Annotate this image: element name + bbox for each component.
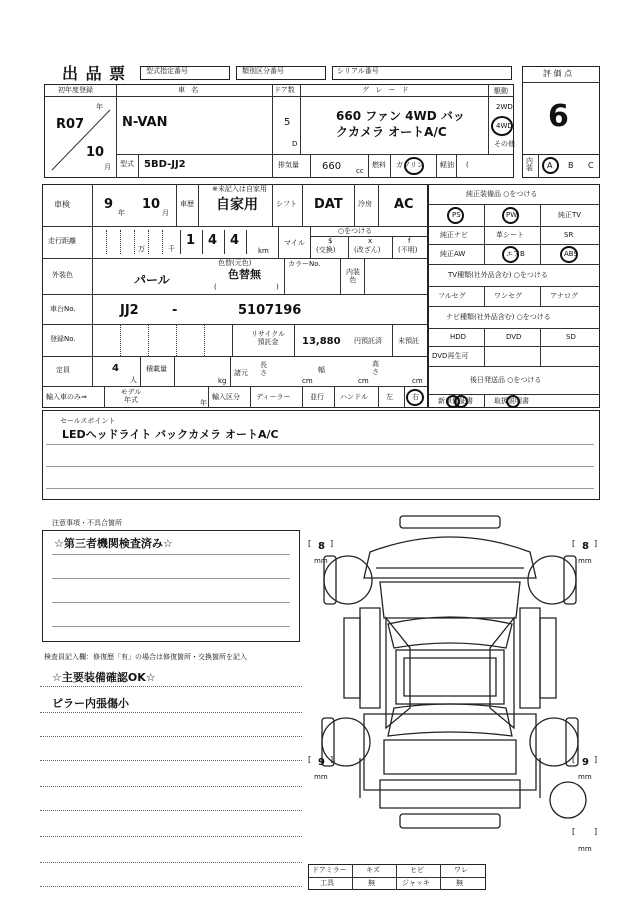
grade-line-1: 660 ファン 4WD バッ — [336, 109, 465, 123]
dims-label: 諸元 — [234, 369, 248, 377]
width-unit: cm — [358, 377, 369, 385]
drive-4wd: 4WD — [496, 122, 513, 130]
tire-spare-bracket: [ — [572, 827, 576, 836]
tire-fr-value: 8 — [582, 541, 589, 552]
equipment-title: 純正装備品 ○をつける — [466, 190, 538, 198]
interior-b: B — [568, 161, 574, 170]
doors-unit: D — [292, 140, 298, 148]
recolor-paren-open: ( — [214, 283, 217, 291]
later-warranty-circle-2 — [454, 395, 468, 408]
right-handle: 右 — [412, 393, 419, 401]
tire-rl-bracket-close: ] — [330, 755, 334, 764]
recycle-paid: 円預託済 — [354, 337, 382, 345]
grade-line-2: クカメラ オートA/C — [336, 125, 447, 139]
interior-a: A — [547, 161, 553, 170]
caution-text: ☆第三者機関検査済み☆ — [54, 537, 173, 550]
recycle-value: 13,880 — [302, 336, 341, 347]
recycle-label: リサイクル 預託金 — [250, 330, 286, 347]
history-note: ※未記入は自家用 — [212, 185, 267, 193]
month-unit: 月 — [104, 163, 111, 171]
shift-label: シフト — [276, 200, 297, 208]
tire-fr-unit: mm — [578, 557, 592, 565]
mileage-sen: 千 — [168, 245, 175, 253]
recolor-label: 色替(元色) — [218, 259, 252, 267]
inspector-line-1: ☆主要装備確認OK☆ — [52, 671, 156, 684]
mileage-man: 万 — [138, 245, 145, 253]
nav-dvd: DVD — [506, 333, 522, 341]
mile-circle-label: ○をつける — [338, 227, 373, 235]
mile-opt2: x — [368, 237, 373, 245]
equip-pw-circle — [502, 207, 519, 224]
chassis-dash: - — [172, 303, 178, 318]
equip-airbag: エアB — [506, 250, 525, 258]
tire-fl-bracket-close: ] — [330, 539, 334, 548]
later-title: 後日発送品 ○をつける — [470, 376, 542, 384]
equip-leather: 革シート — [496, 231, 524, 239]
tire-fr-bracket-close: ] — [594, 539, 598, 548]
drive-2wd: 2WD — [496, 103, 513, 111]
interior-c: C — [588, 161, 594, 170]
color-no-label: カラーNo. — [288, 260, 321, 268]
tire-rr-bracket: [ — [572, 755, 576, 764]
mileage-label: 走行距離 — [48, 237, 76, 245]
legend-tools-value: 無 — [368, 879, 375, 887]
length-label: 長さ — [260, 361, 267, 377]
car-name-label: 車 名 — [178, 86, 201, 94]
category-label: 類別区分番号 — [242, 67, 284, 75]
inspection-label: 車検 — [54, 200, 70, 209]
nav-hdd: HDD — [450, 333, 467, 341]
tire-rr-bracket-close: ] — [594, 755, 598, 764]
tire-rr-value: 9 — [582, 757, 589, 768]
drive-4wd-circle — [491, 116, 513, 136]
dealer-label: ディーラー — [256, 393, 291, 401]
sheet-title: 出 品 票 — [62, 64, 127, 83]
mileage-digit-2: 4 — [208, 233, 218, 248]
drive-other: その他 — [494, 140, 515, 148]
aircon-label: 冷房 — [358, 200, 372, 208]
height-label: 高さ — [372, 360, 379, 376]
caution-label: 注意事項・不具合箇所 — [52, 519, 122, 527]
mileage-digit-3: 4 — [230, 233, 240, 248]
shift-value: DAT — [314, 197, 343, 212]
load-unit: kg — [218, 377, 227, 385]
serial-label: シリアル番号 — [337, 67, 379, 75]
handle-label: ハンドル — [340, 393, 368, 401]
width-label: 幅 — [318, 366, 325, 374]
history-label: 車歴 — [180, 200, 194, 208]
legend-jack: ジャッキ — [402, 879, 430, 887]
inspector-label: 検査員記入欄：修復歴「有」の場合は修復箇所・交換箇所を記入 — [44, 653, 247, 661]
equip-sr: SR — [564, 231, 574, 239]
tv-one: ワンセグ — [494, 292, 522, 300]
later-manual: 取扱説明書 — [494, 397, 529, 405]
model-cert-label: 型式指定番号 — [146, 67, 188, 75]
mile-opt3: f — [408, 237, 411, 245]
year-unit: 年 — [96, 103, 103, 111]
tire-spare-unit: mm — [578, 845, 592, 853]
equip-abs-circle — [560, 246, 578, 263]
fuel-label: 燃料 — [372, 161, 386, 169]
interior-color-label: 内装 色 — [346, 268, 360, 285]
mile-label: マイル — [284, 239, 305, 247]
tire-fl-value: 8 — [318, 541, 325, 552]
displacement-value: 660 — [322, 161, 342, 172]
equip-pw: PW — [506, 211, 518, 219]
import-label: 輸入車のみ⇒ — [46, 393, 87, 401]
fuel-diesel: 軽油 — [440, 161, 454, 169]
left-handle: 左 — [386, 393, 393, 401]
model-type-label: 型式 — [120, 160, 134, 168]
fuel-paren: ( — [466, 161, 469, 169]
inspection-year: 9 — [104, 197, 114, 212]
mileage-unit: km — [258, 247, 269, 255]
legend-scratch: キズ — [366, 866, 380, 874]
history-value: 自家用 — [216, 197, 258, 213]
tire-fl-bracket: [ — [308, 539, 312, 548]
tire-fr-bracket: [ — [572, 539, 576, 548]
parallel-label: 並行 — [310, 393, 324, 401]
nav-sd: SD — [566, 333, 576, 341]
equip-aw: 純正AW — [440, 250, 466, 258]
equip-ps: PS — [452, 211, 461, 219]
tire-rr-unit: mm — [578, 773, 592, 781]
right-handle-circle — [406, 389, 424, 406]
legend-door-mirror: ドアミラー — [312, 866, 347, 874]
mileage-digit-1: 1 — [186, 233, 196, 248]
model-type-value: 5BD-JJ2 — [144, 159, 186, 170]
rating-value: 6 — [548, 99, 569, 134]
displacement-label: 排気量 — [278, 161, 299, 169]
fuel-gasoline-circle — [404, 157, 424, 175]
sales-point-text: LEDヘッドライト バックカメラ オートA/C — [62, 428, 279, 441]
inspection-year-unit: 年 — [118, 209, 125, 217]
length-unit: cm — [302, 377, 313, 385]
fuel-gasoline: ガソリン — [396, 161, 424, 169]
tire-rl-unit: mm — [314, 773, 328, 781]
mile-opt3-sub: (不明) — [398, 246, 418, 254]
equip-abs: ABS — [564, 250, 578, 258]
equip-navi: 純正ナビ — [440, 231, 468, 239]
car-name-value: N-VAN — [122, 115, 168, 130]
equip-ps-circle — [447, 207, 464, 224]
mile-opt1: $ — [328, 237, 333, 245]
recolor-paren-close: ) — [276, 283, 279, 291]
capacity-unit: 人 — [130, 376, 137, 384]
rating-label: 評 価 点 — [543, 69, 573, 78]
later-manual-circle — [506, 395, 520, 408]
inspection-month: 10 — [142, 197, 161, 212]
tire-rl-bracket: [ — [308, 755, 312, 764]
inspection-month-unit: 月 — [162, 209, 169, 217]
equip-airbag-circle — [502, 246, 519, 263]
interior-label: 内装 — [526, 157, 533, 172]
recolor-value: 色替無 — [228, 268, 261, 281]
doors-label: ドア数 — [274, 86, 295, 94]
chassis-prefix: JJ2 — [120, 303, 139, 318]
load-label: 積載量 — [146, 365, 167, 373]
capacity-value: 4 — [112, 363, 119, 374]
drive-label: 駆動 — [494, 87, 508, 95]
legend-crack: ヒビ — [410, 866, 424, 874]
height-unit: cm — [412, 377, 423, 385]
tv-full: フルセグ — [438, 292, 466, 300]
first-reg-label: 初年度登録 — [58, 86, 93, 94]
grade-label: グ レ ー ド — [362, 86, 411, 94]
chassis-number: 5107196 — [238, 303, 302, 318]
tire-fl-unit: mm — [314, 557, 328, 565]
sales-point-box — [42, 410, 600, 500]
nav-title: ナビ種類(社外品含む) ○をつける — [446, 313, 551, 321]
equip-tv: 純正TV — [558, 211, 582, 219]
recycle-unpaid: 未預託 — [398, 337, 419, 345]
aircon-value: AC — [394, 197, 414, 212]
dvd-playback: DVD再生可 — [432, 352, 469, 360]
capacity-label: 定員 — [56, 366, 70, 374]
color-label: 外装色 — [52, 271, 73, 279]
tire-rl-value: 9 — [318, 757, 325, 768]
first-reg-year: R07 — [56, 117, 85, 132]
tire-spare-bracket-close: ] — [594, 827, 598, 836]
reg-no-label: 登録No. — [50, 335, 76, 343]
interior-a-circle — [542, 157, 559, 174]
mile-opt2-sub: (改ざん) — [354, 246, 381, 254]
car-damage-diagram — [300, 508, 600, 868]
inspector-line-2: ピラー内張傷小 — [52, 697, 129, 710]
legend-tools: 工具 — [320, 879, 334, 887]
legend-jack-value: 無 — [456, 879, 463, 887]
displacement-unit: cc — [356, 167, 364, 175]
import-type-label: 輸入区分 — [212, 393, 240, 401]
first-reg-month: 10 — [86, 145, 105, 160]
tv-analog: アナログ — [550, 292, 578, 300]
tv-title: TV種類(社外品含む) ○をつける — [448, 271, 548, 279]
sales-point-label: セールスポイント — [60, 417, 116, 425]
later-warranty: 新車保証書 — [438, 397, 473, 405]
legend-break: ワレ — [454, 866, 468, 874]
doors-value: 5 — [284, 117, 291, 128]
mile-opt1-sub: (交換) — [316, 246, 336, 254]
model-year-label: モデル 年式 — [120, 388, 142, 404]
model-year-unit: 年 — [200, 399, 207, 407]
chassis-label: 車台No. — [50, 305, 76, 313]
color-value: パール — [134, 273, 170, 287]
